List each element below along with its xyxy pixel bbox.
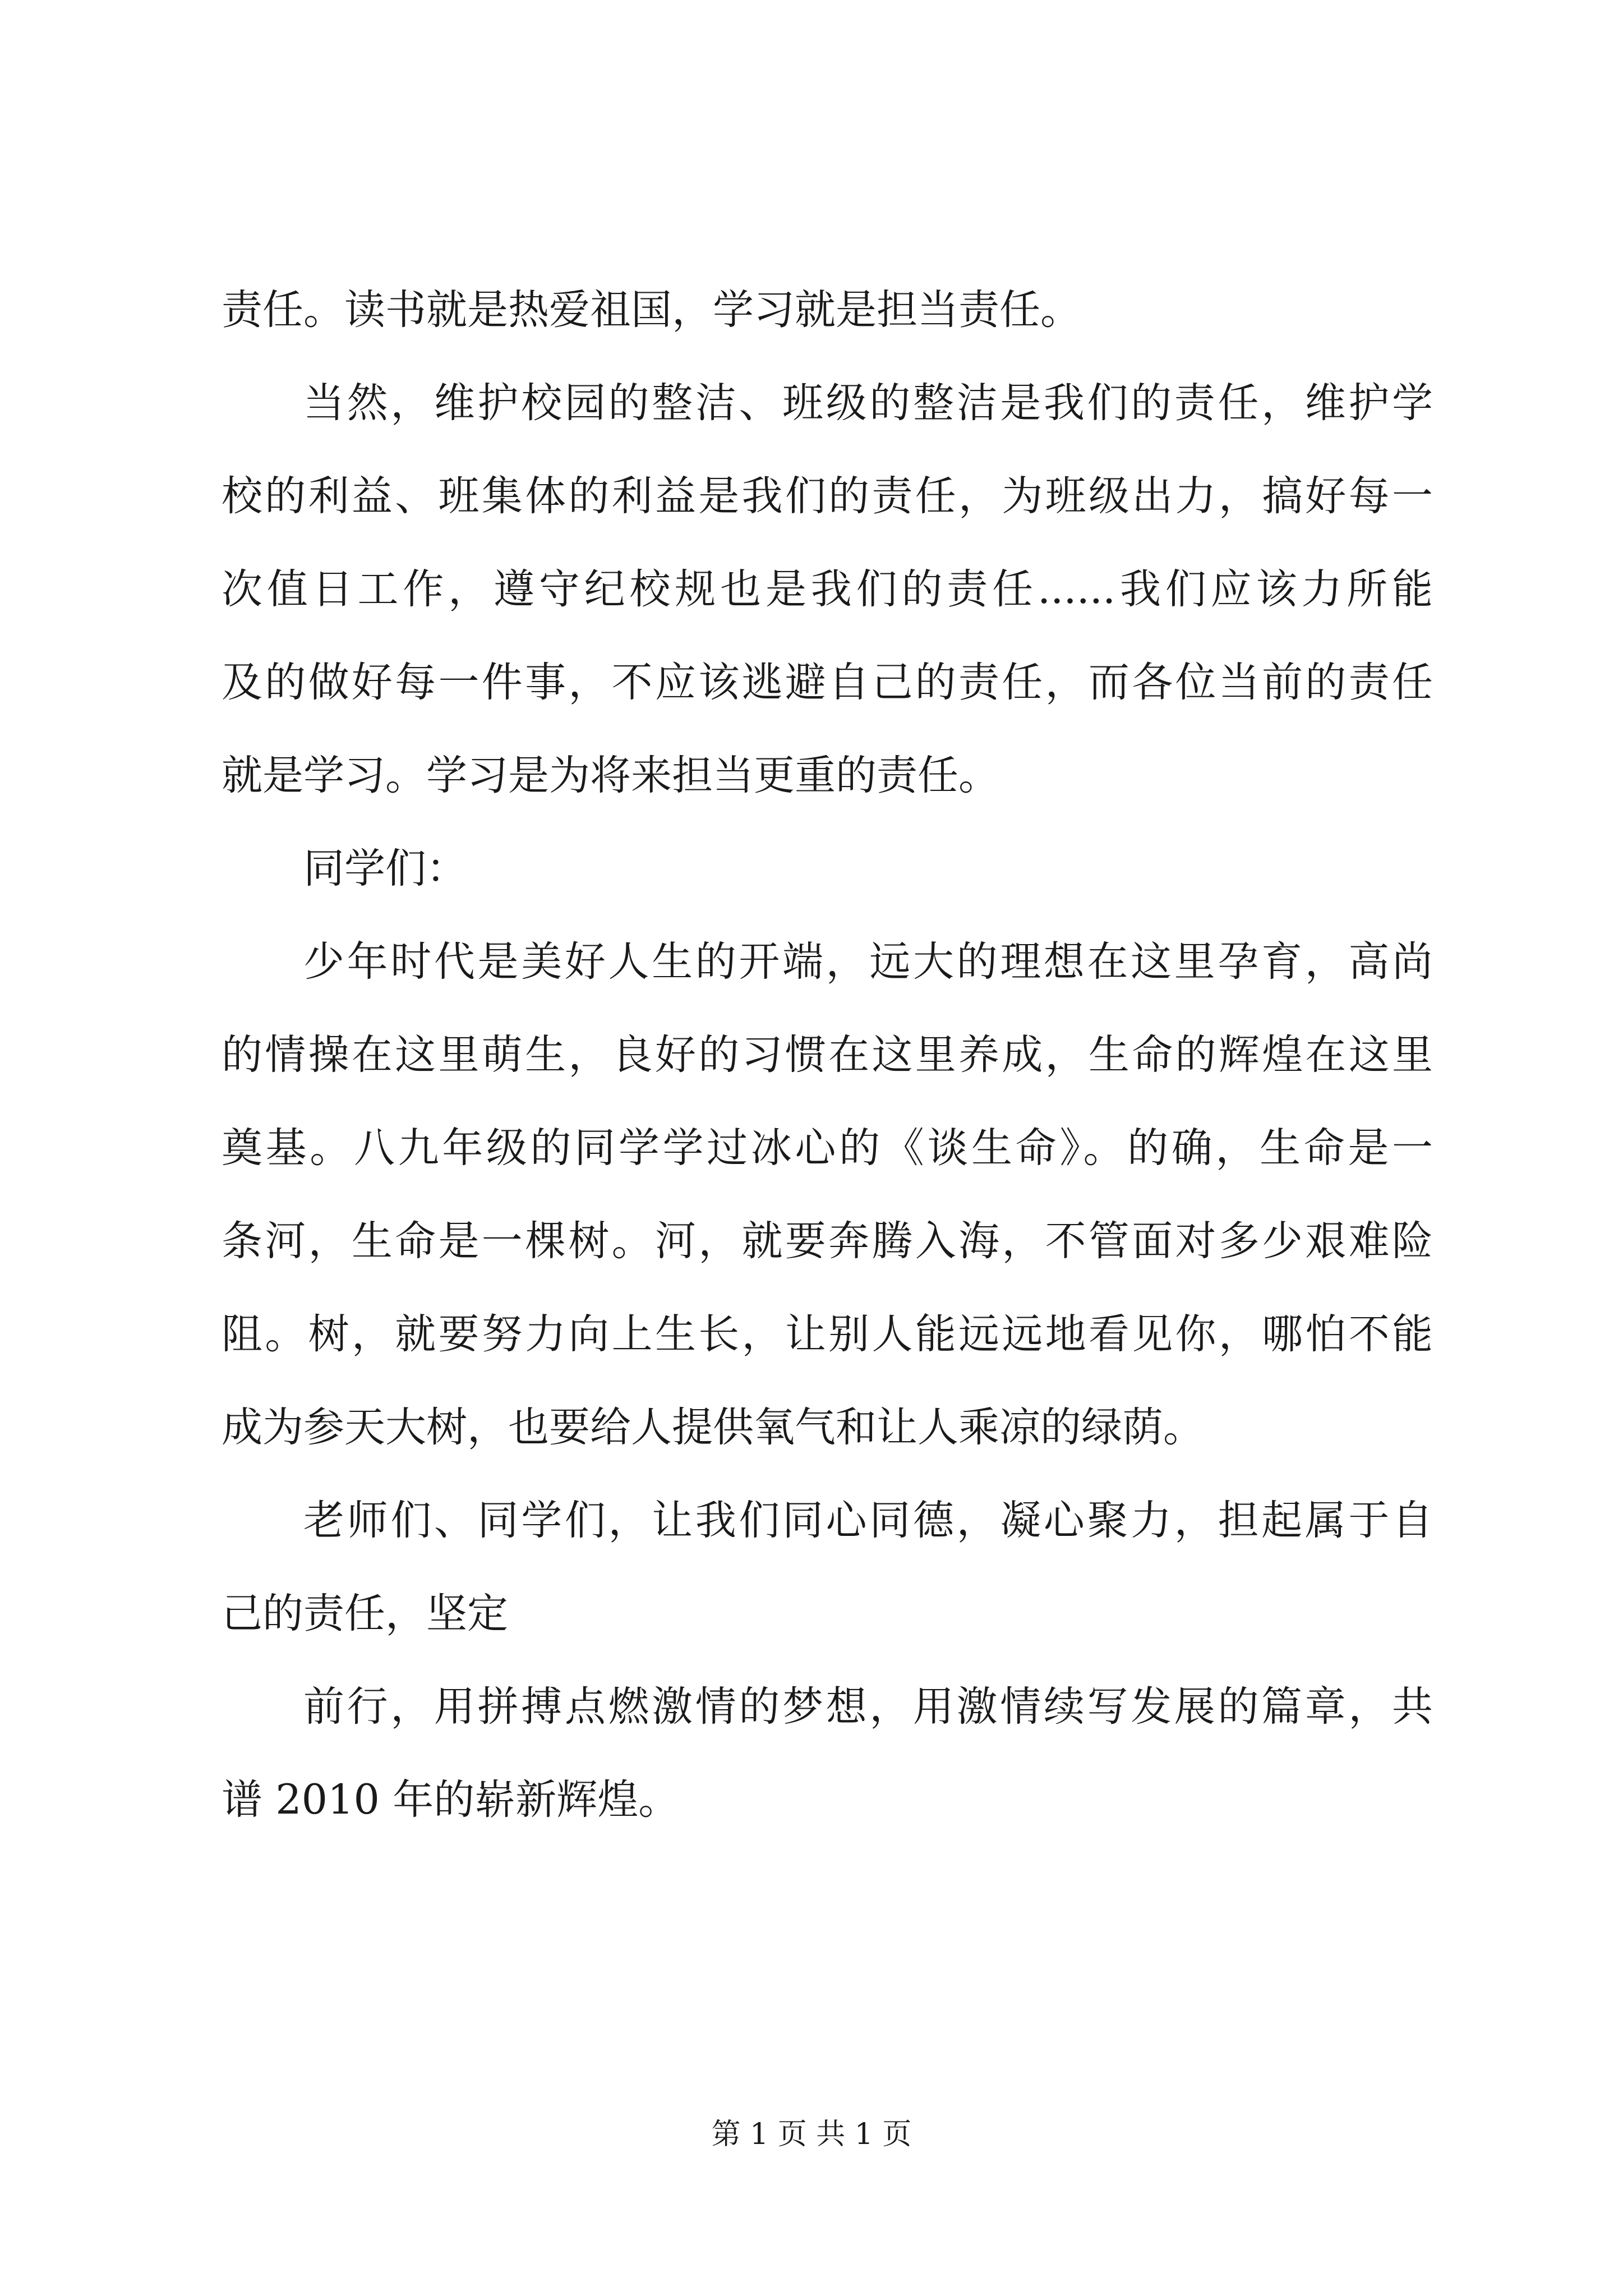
text-line: 成为参天大树，也要给人提供氧气和让人乘凉的绿荫。 <box>222 1404 1204 1451</box>
text-line: 前行，用拼搏点燃激情的梦想，用激情续写发展的篇章，共 <box>303 1683 1433 1731</box>
text-line: 条河，生命是一棵树。河，就要奔腾入海，不管面对多少艰难险 <box>222 1217 1433 1265</box>
text-line: 次值日工作，遵守纪校规也是我们的责任......我们应该力所能 <box>222 565 1433 613</box>
text-line: 及的做好每一件事，不应该逃避自己的责任，而各位当前的责任 <box>222 659 1433 706</box>
text-line: 老师们、同学们，让我们同心同德，凝心聚力，担起属于自 <box>303 1497 1433 1544</box>
text-line: 少年时代是美好人生的开端，远大的理想在这里孕育，高尚 <box>303 938 1433 986</box>
text-line: 阻。树，就要努力向上生长，让别人能远远地看见你，哪怕不能 <box>222 1310 1433 1358</box>
text-line: 谱 2010 年的崭新辉煌。 <box>222 1776 680 1824</box>
text-line: 同学们： <box>303 845 467 892</box>
text-line: 校的利益、班集体的利益是我们的责任，为班级出力，搞好每一 <box>222 472 1433 520</box>
page-number-footer: 第 1 页 共 1 页 <box>711 2118 912 2151</box>
document-body <box>222 264 1433 1847</box>
text-line: 就是学习。学习是为将来担当更重的责任。 <box>222 752 999 799</box>
text-line: 当然，维护校园的整洁、班级的整洁是我们的责任，维护学 <box>303 379 1433 427</box>
text-line: 己的责任，坚定 <box>222 1590 508 1637</box>
text-line: 责任。读书就是热爱祖国，学习就是担当责任。 <box>222 286 1081 334</box>
text-line: 奠基。八九年级的同学学过冰心的《谈生命》。的确，生命是一 <box>222 1124 1433 1172</box>
text-line: 的情操在这里萌生，良好的习惯在这里养成，生命的辉煌在这里 <box>222 1031 1433 1079</box>
